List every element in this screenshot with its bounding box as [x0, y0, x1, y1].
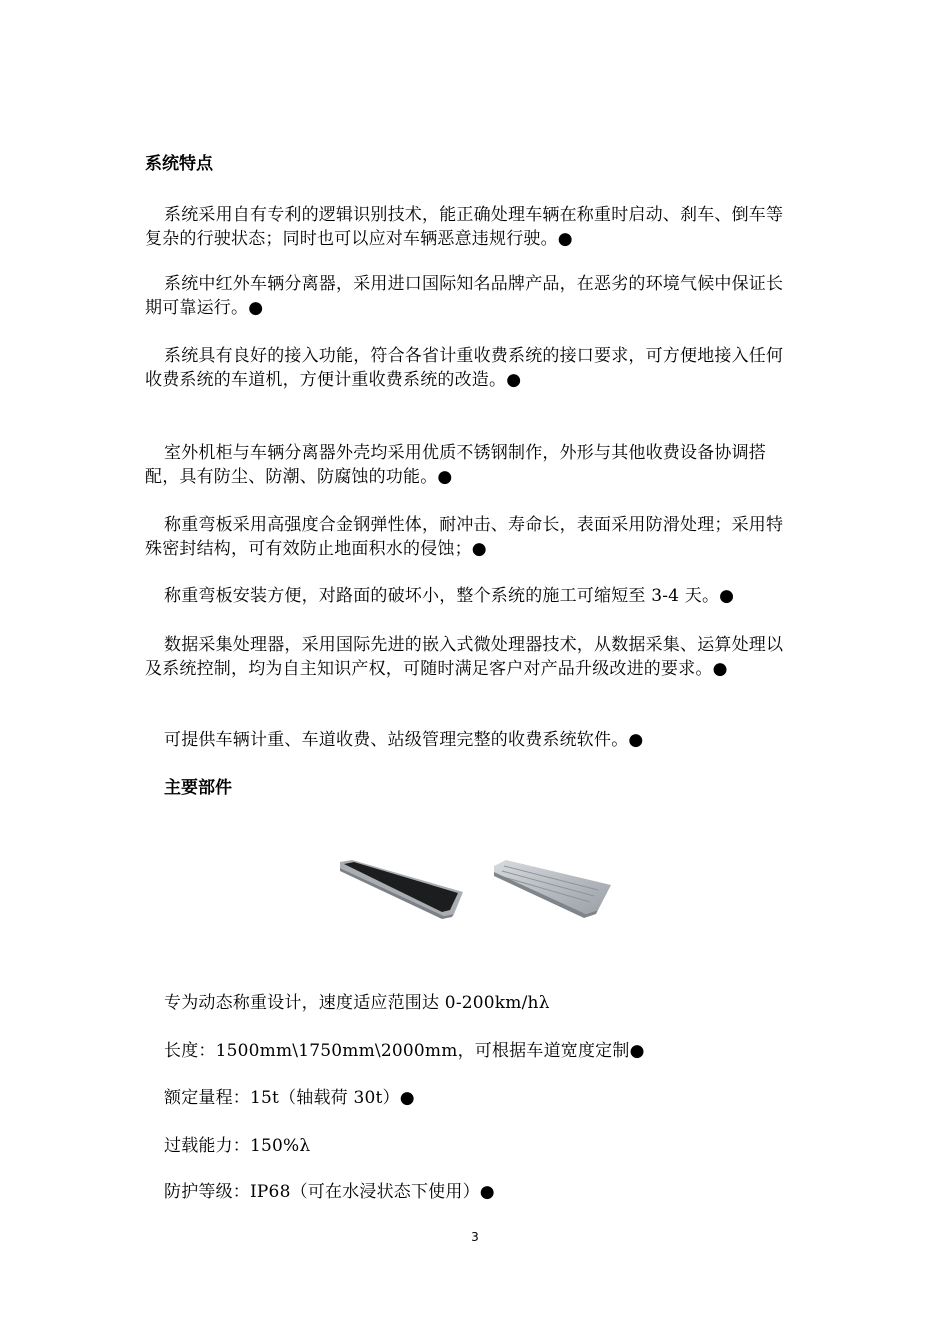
bending-plate-image-pair: [336, 850, 621, 925]
feature-paragraph: 系统中红外车辆分离器，采用进口国际知名品牌产品，在恶劣的环境气候中保证长期可靠运行。●: [145, 274, 784, 318]
features-heading: 系统特点: [145, 154, 213, 174]
components-heading: 主要部件: [164, 778, 232, 798]
feature-paragraph: 称重弯板采用高强度合金钢弹性体，耐冲击、寿命长，表面采用防滑处理；采用特殊密封结构，可有效防止地面积水的侵蚀；●: [145, 515, 784, 559]
spec-line: 防护等级：IP68（可在水浸状态下使用）●: [164, 1182, 495, 1202]
feature-paragraph: 称重弯板安装方便，对路面的破坏小，整个系统的施工可缩短至 3-4 天。●: [164, 586, 735, 606]
feature-paragraph: 可提供车辆计重、车道收费、站级管理完整的收费系统软件。●: [164, 730, 644, 750]
bending-plate-images: [336, 850, 621, 925]
feature-paragraph: 系统采用自有专利的逻辑识别技术，能正确处理车辆在称重时启动、刹车、倒车等复杂的行驶状态；同时也可以应对车辆恶意违规行驶。●: [145, 205, 784, 249]
spec-line: 额定量程：15t（轴载荷 30t）●: [164, 1088, 415, 1108]
feature-paragraph: 数据采集处理器，采用国际先进的嵌入式微处理器技术，从数据采集、运算处理以及系统控制，均为自主知识产权，可随时满足客户对产品升级改进的要求。●: [145, 635, 784, 679]
bending-plate-steel: [494, 860, 611, 918]
bending-plate-black: [340, 860, 463, 919]
spec-line: 长度：1500mm\1750mm\2000mm，可根据车道宽度定制●: [164, 1041, 645, 1061]
page-number: 3: [471, 1230, 479, 1244]
spec-line: 专为动态称重设计，速度适应范围达 0-200km/hλ: [164, 993, 550, 1013]
spec-line: 过载能力：150%λ: [164, 1136, 311, 1156]
feature-paragraph: 室外机柜与车辆分离器外壳均采用优质不锈钢制作，外形与其他收费设备协调搭配，具有防尘、防潮、防腐蚀的功能。●: [145, 443, 766, 487]
feature-paragraph: 系统具有良好的接入功能，符合各省计重收费系统的接口要求，可方便地接入任何收费系统的车道机，方便计重收费系统的改造。●: [145, 346, 784, 390]
